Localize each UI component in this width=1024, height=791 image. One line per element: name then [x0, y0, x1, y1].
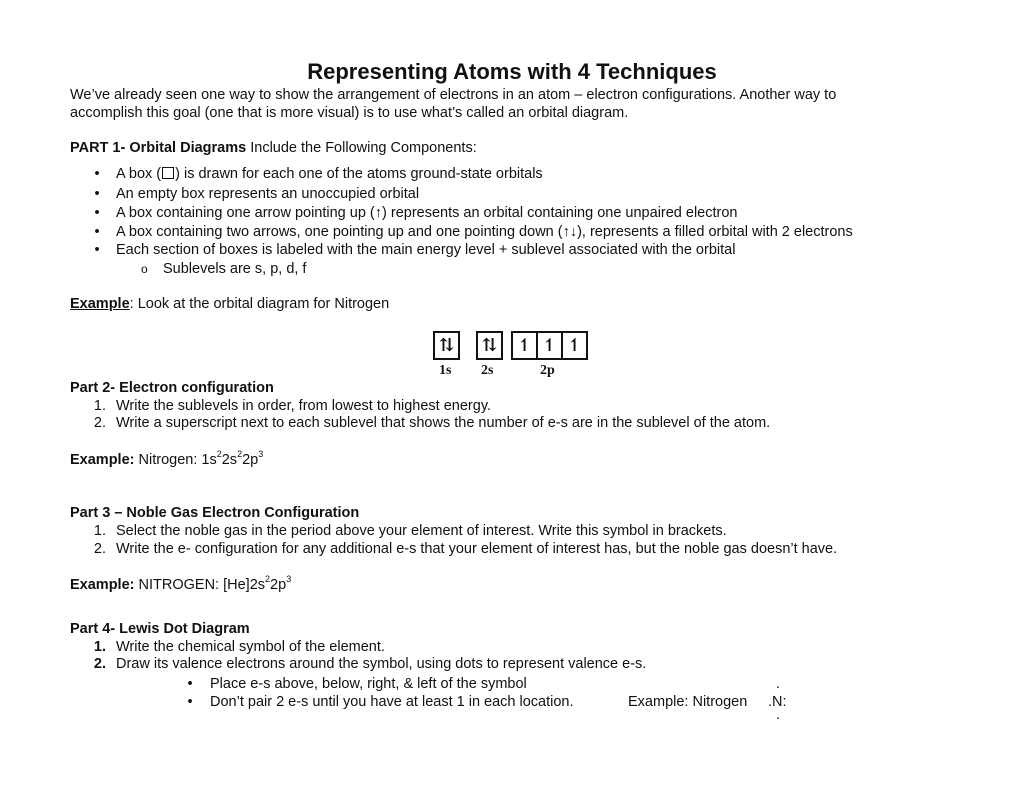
step-number: 1.	[93, 523, 106, 539]
part4-bullet-2: Don’t pair 2 e-s until you have at least 1 in each location.	[210, 694, 574, 710]
bullet-icon: •	[187, 694, 193, 710]
part3-step-2: Write the e- configuration for any additional e-s that your element of interest has, but the noble gas doesn’t have.	[116, 541, 838, 557]
orbital-2s: ⇅	[481, 335, 498, 356]
page-title: Representing Atoms with 4 Techniques	[307, 59, 717, 84]
part2-step-2: Write a superscript next to each sublevel that shows the number of e-s are in the sublevel of the atom.	[116, 415, 771, 431]
bullet-icon: •	[94, 205, 100, 221]
lewis-dot-top: .	[776, 676, 781, 692]
part3-heading: Part 3 – Noble Gas Electron Configuration	[70, 505, 360, 521]
part4-step-2: Draw its valence electrons around the symbol, using dots to represent valence e-s.	[116, 656, 647, 672]
config-superscript: 3	[258, 449, 264, 460]
part1-example-label: Example	[70, 296, 130, 312]
label-2p: 2p	[540, 363, 555, 378]
config-part: 2p	[270, 577, 287, 593]
orbital-box-1s	[433, 331, 460, 360]
step-number: 1.	[93, 639, 106, 655]
step-number: 2.	[93, 415, 106, 431]
bullet1-pre: A box (	[116, 166, 162, 182]
part3-step-1: Select the noble gas in the period above your element of interest. Write this symbol in brackets.	[116, 523, 727, 539]
bullet-icon: •	[94, 186, 100, 202]
orbital-box-2s	[476, 331, 503, 360]
part1-heading-line	[70, 139, 477, 158]
orbital-2p-3: ↿	[566, 335, 583, 356]
intro-line-1: We’ve already seen one way to show the arrangement of electrons in an atom – electron configurations. Another way to	[70, 87, 837, 103]
empty-box-icon	[162, 167, 174, 179]
step-number: 2.	[93, 656, 106, 672]
part3-example	[70, 576, 291, 595]
orbital-2p-2: ↿	[538, 333, 563, 358]
label-2s: 2s	[481, 363, 494, 378]
part1-example-text: : Look at the orbital diagram for Nitrogen	[129, 296, 390, 312]
label-1s: 1s	[439, 363, 452, 378]
config-part: 2s	[221, 452, 238, 468]
config-superscript: 3	[286, 574, 292, 585]
bullet-icon: •	[94, 224, 100, 240]
part2-example-label: Example:	[70, 452, 135, 468]
orbital-2p-1: ↿	[513, 333, 538, 358]
step-number: 2.	[93, 541, 106, 557]
config-part: [He]2s	[223, 577, 266, 593]
bullet-icon: •	[94, 166, 100, 182]
part1-bullet-4: A box containing two arrows, one pointing up and one pointing down (↑↓), represents a filled orbital with 2 electrons	[116, 224, 853, 240]
bullet-icon: •	[94, 242, 100, 258]
part4-bullet-1: Place e-s above, below, right, & left of the symbol	[210, 676, 527, 692]
part2-example-element: Nitrogen:	[134, 452, 202, 468]
lewis-symbol: .N:	[768, 694, 787, 710]
part2-step-1: Write the sublevels in order, from lowest to highest energy.	[116, 398, 492, 414]
part2-heading: Part 2- Electron configuration	[70, 380, 274, 396]
part1-bullet-1	[116, 165, 543, 184]
part1-example	[70, 295, 389, 314]
orbital-box-2p	[511, 331, 588, 360]
part1-heading: PART 1- Orbital Diagrams	[70, 140, 247, 156]
part1-bullet-2: An empty box represents an unoccupied orbital	[116, 186, 420, 202]
part4-step-1: Write the chemical symbol of the element.	[116, 639, 385, 655]
part4-example: Example: Nitrogen	[628, 694, 748, 710]
lewis-dot-bottom: .	[776, 707, 781, 723]
part2-example	[70, 451, 263, 470]
bullet1-post: ) is drawn for each one of the atoms ground-state orbitals	[175, 166, 543, 182]
part4-heading: Part 4- Lewis Dot Diagram	[70, 621, 250, 637]
part1-bullet-3: A box containing one arrow pointing up (↑) represents an orbital containing one unpaired electron	[116, 205, 738, 221]
orbital-1s: ⇅	[438, 335, 455, 356]
bullet-icon: •	[187, 676, 193, 692]
intro-line-2: accomplish this goal (one that is more visual) is to use what’s called an orbital diagram.	[70, 105, 629, 121]
part3-example-element: NITROGEN:	[134, 577, 224, 593]
config-superscript: 2	[237, 449, 243, 460]
config-part: 2p	[242, 452, 259, 468]
config-superscript: 2	[216, 449, 222, 460]
part1-bullet-5: Each section of boxes is labeled with the main energy level + sublevel associated with the orbital	[116, 242, 736, 258]
part1-sub-bullet: Sublevels are s, p, d, f	[163, 261, 307, 277]
sub-bullet-marker: o	[141, 262, 148, 276]
part3-example-label: Example:	[70, 577, 135, 593]
config-part: 1s	[201, 452, 217, 468]
step-number: 1.	[93, 398, 106, 414]
config-superscript: 2	[265, 574, 271, 585]
part1-heading-rest: Include the Following Components:	[246, 140, 477, 156]
